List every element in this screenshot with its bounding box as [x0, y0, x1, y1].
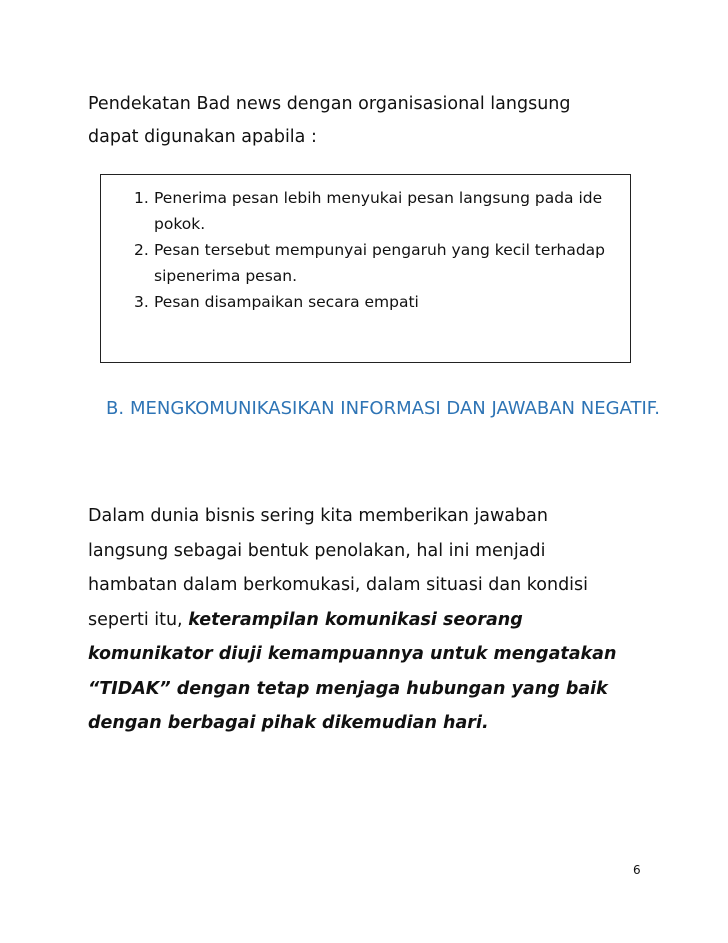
paragraph-line-4: seperti itu, [88, 609, 189, 630]
body-paragraph [88, 499, 658, 741]
list-item [134, 289, 624, 315]
page-number: 6 [633, 863, 641, 877]
list-item-number: 3. [134, 293, 149, 311]
emphasis-line-3: “TIDAK” dengan tetap menjaga hubungan yang baik [88, 678, 608, 699]
list-item-text: Pesan tersebut mempunyai pengaruh yang kecil terhadap sipenerima pesan. [154, 241, 606, 285]
emphasis-line-2: komunikator diuji kemampuannya untuk mengatakan [88, 644, 617, 664]
list-item-text: Penerima pesan lebih menyukai pesan langsung pada ide pokok. [154, 189, 603, 233]
intro-paragraph [88, 88, 648, 154]
emphasis-line-1: keterampilan komunikasi seorang [188, 609, 523, 630]
list-item-number: 2. [134, 241, 149, 259]
list-item-number: 1. [134, 189, 149, 207]
list-item [134, 185, 624, 237]
section-b-number: B. [106, 398, 125, 419]
section-b-heading [106, 392, 666, 426]
paragraph-line-2: langsung sebagai bentuk penolakan, hal ini menjadi [88, 540, 546, 561]
paragraph-line-3: hambatan dalam berkomukasi, dalam situasi dan kondisi [88, 575, 589, 595]
intro-line-2: dapat digunakan apabila : [88, 127, 317, 147]
conditions-box [100, 174, 631, 363]
conditions-list [134, 185, 624, 315]
list-item [134, 237, 624, 289]
section-b-title: MENGKOMUNIKASIKAN INFORMASI DAN JAWABAN NEGATIF. [130, 398, 660, 419]
paragraph-line-1: Dalam dunia bisnis sering kita memberikan jawaban [88, 506, 548, 526]
intro-line-1: Pendekatan Bad news dengan organisasional langsung [88, 94, 571, 114]
list-item-text: Pesan disampaikan secara empati [154, 293, 419, 311]
emphasis-line-4: dengan berbagai pihak dikemudian hari. [88, 713, 489, 733]
